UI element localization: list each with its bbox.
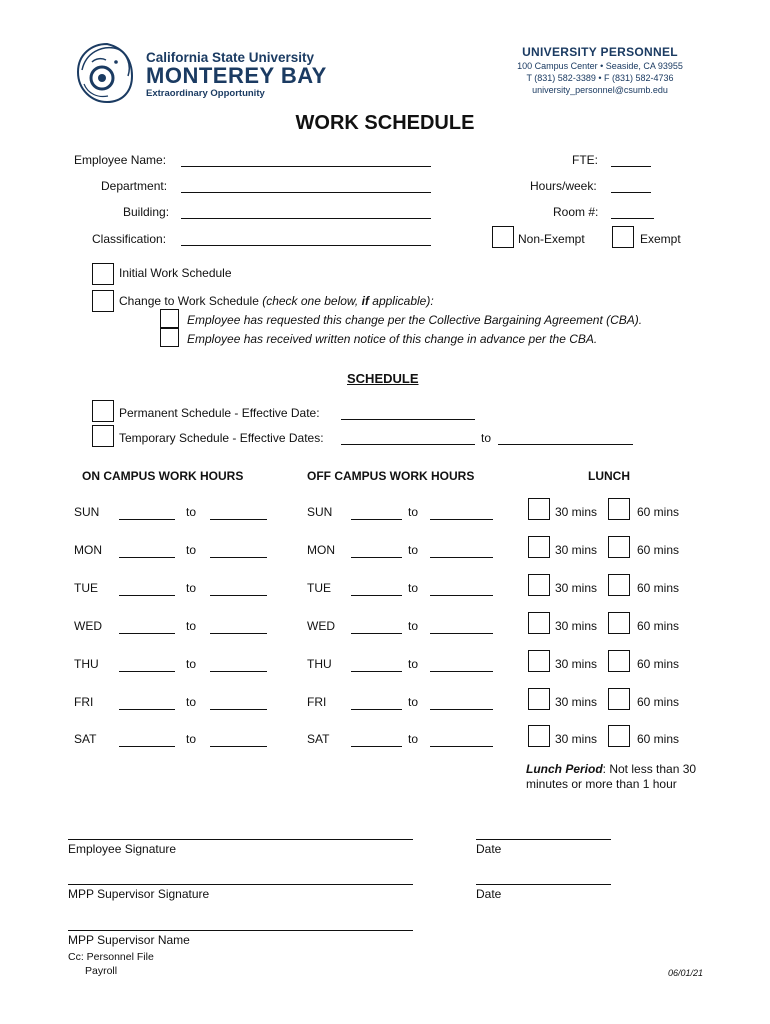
department-title: UNIVERSITY PERSONNEL bbox=[522, 45, 678, 59]
revision-date: 06/01/21 bbox=[668, 968, 704, 978]
department-contact bbox=[500, 45, 700, 95]
change-instruction-b: applicable): bbox=[368, 294, 434, 308]
on-campus-start-mon[interactable] bbox=[119, 543, 175, 558]
on-campus-day-thu: THU bbox=[74, 657, 99, 671]
lunch-30-checkbox-tue[interactable] bbox=[528, 574, 550, 596]
supervisor-signature-label: MPP Supervisor Signature bbox=[68, 887, 210, 901]
lunch-30-checkbox-mon[interactable] bbox=[528, 536, 550, 558]
cba-request-label: Employee has requested this change per the Collective Bargaining Agreement (CBA). bbox=[187, 313, 643, 327]
lunch-30-label-tue: 30 mins bbox=[555, 581, 598, 595]
lunch-30-label-mon: 30 mins bbox=[555, 543, 598, 557]
fte-label: FTE: bbox=[572, 153, 598, 167]
classification-label: Classification: bbox=[92, 232, 167, 246]
lunch-30-label-wed: 30 mins bbox=[555, 619, 598, 633]
off-campus-to-sun: to bbox=[408, 505, 419, 519]
lunch-30-checkbox-fri[interactable] bbox=[528, 688, 550, 710]
university-name-line2: MONTEREY BAY bbox=[146, 63, 327, 88]
permanent-schedule-label: Permanent Schedule - Effective Date: bbox=[119, 406, 320, 420]
supervisor-name-label: MPP Supervisor Name bbox=[68, 933, 190, 947]
off-campus-heading: OFF CAMPUS WORK HOURS bbox=[307, 469, 475, 483]
off-campus-end-sat[interactable] bbox=[430, 732, 493, 747]
university-tagline: Extraordinary Opportunity bbox=[146, 88, 265, 99]
off-campus-start-mon[interactable] bbox=[351, 543, 402, 558]
lunch-60-checkbox-fri[interactable] bbox=[608, 688, 630, 710]
off-campus-to-thu: to bbox=[408, 657, 419, 671]
lunch-60-label-wed: 60 mins bbox=[637, 619, 680, 633]
supervisor-date-line[interactable] bbox=[476, 884, 611, 885]
lunch-60-label-mon: 60 mins bbox=[637, 543, 680, 557]
off-campus-end-mon[interactable] bbox=[430, 543, 493, 558]
supervisor-name-line[interactable] bbox=[68, 930, 413, 931]
lunch-30-label-sat: 30 mins bbox=[555, 732, 598, 746]
off-campus-start-wed[interactable] bbox=[351, 619, 402, 634]
change-schedule-text: Change to Work Schedule bbox=[119, 294, 263, 308]
lunch-30-label-fri: 30 mins bbox=[555, 695, 598, 709]
supervisor-signature-line[interactable] bbox=[68, 884, 413, 885]
off-campus-end-wed[interactable] bbox=[430, 619, 493, 634]
employee-signature-label: Employee Signature bbox=[68, 842, 177, 856]
non-exempt-checkbox[interactable] bbox=[492, 226, 514, 248]
lunch-60-checkbox-sat[interactable] bbox=[608, 725, 630, 747]
on-campus-day-sat: SAT bbox=[74, 732, 97, 746]
page-title: WORK SCHEDULE bbox=[295, 112, 475, 134]
written-notice-label: Employee has received written notice of this change in advance per the CBA. bbox=[187, 332, 598, 346]
employee-signature-line[interactable] bbox=[68, 839, 413, 840]
off-campus-day-tue: TUE bbox=[307, 581, 331, 595]
room-label: Room #: bbox=[553, 205, 599, 219]
lunch-30-checkbox-sun[interactable] bbox=[528, 498, 550, 520]
lunch-30-checkbox-sat[interactable] bbox=[528, 725, 550, 747]
off-campus-start-sun[interactable] bbox=[351, 505, 402, 520]
employee-date-label: Date bbox=[476, 842, 502, 856]
cc-personnel-file: Cc: Personnel File bbox=[68, 951, 154, 963]
change-instruction-if: if bbox=[361, 294, 369, 308]
exempt-label: Exempt bbox=[640, 232, 681, 246]
cba-request-checkbox[interactable] bbox=[160, 309, 179, 328]
on-campus-end-mon[interactable] bbox=[210, 543, 267, 558]
on-campus-to-wed: to bbox=[186, 619, 197, 633]
lunch-30-label-sun: 30 mins bbox=[555, 505, 598, 519]
employee-name-label: Employee Name: bbox=[74, 153, 167, 167]
on-campus-day-sun: SUN bbox=[74, 505, 100, 519]
classification-field[interactable] bbox=[181, 231, 431, 246]
lunch-note-text1: : Not less than 30 bbox=[602, 762, 697, 776]
on-campus-start-wed[interactable] bbox=[119, 619, 175, 634]
off-campus-day-sun: SUN bbox=[307, 505, 333, 519]
on-campus-end-fri[interactable] bbox=[210, 695, 267, 710]
temporary-start-date-field[interactable] bbox=[341, 430, 475, 445]
temporary-schedule-label: Temporary Schedule - Effective Dates: bbox=[119, 431, 324, 445]
temporary-to-label: to bbox=[481, 431, 492, 445]
lunch-60-label-sun: 60 mins bbox=[637, 505, 680, 519]
temporary-end-date-field[interactable] bbox=[498, 430, 633, 445]
change-schedule-label bbox=[119, 294, 434, 308]
temporary-schedule-checkbox[interactable] bbox=[92, 425, 114, 447]
change-instruction-a: (check one below, bbox=[262, 294, 362, 308]
off-campus-day-wed: WED bbox=[307, 619, 335, 633]
schedule-heading: SCHEDULE bbox=[347, 371, 419, 386]
permanent-effective-date-field[interactable] bbox=[341, 405, 475, 420]
lunch-note-line2: minutes or more than 1 hour bbox=[526, 777, 677, 791]
on-campus-end-thu[interactable] bbox=[210, 657, 267, 672]
lunch-60-label-sat: 60 mins bbox=[637, 732, 680, 746]
exempt-checkbox[interactable] bbox=[612, 226, 634, 248]
university-name-line1: California State University bbox=[146, 50, 315, 65]
written-notice-checkbox[interactable] bbox=[160, 328, 179, 347]
off-campus-to-sat: to bbox=[408, 732, 419, 746]
permanent-schedule-checkbox[interactable] bbox=[92, 400, 114, 422]
on-campus-to-sun: to bbox=[186, 505, 197, 519]
off-campus-end-thu[interactable] bbox=[430, 657, 493, 672]
cc-payroll: Payroll bbox=[85, 965, 118, 977]
off-campus-end-tue[interactable] bbox=[430, 581, 493, 596]
off-campus-start-thu[interactable] bbox=[351, 657, 402, 672]
on-campus-end-sat[interactable] bbox=[210, 732, 267, 747]
lunch-60-checkbox-tue[interactable] bbox=[608, 574, 630, 596]
on-campus-day-tue: TUE bbox=[74, 581, 98, 595]
off-campus-day-thu: THU bbox=[307, 657, 332, 671]
building-label: Building: bbox=[123, 205, 170, 219]
on-campus-to-sat: to bbox=[186, 732, 197, 746]
university-logo bbox=[72, 40, 142, 108]
off-campus-start-fri[interactable] bbox=[351, 695, 402, 710]
lunch-60-checkbox-sun[interactable] bbox=[608, 498, 630, 520]
on-campus-to-fri: to bbox=[186, 695, 197, 709]
off-campus-to-wed: to bbox=[408, 619, 419, 633]
department-label: Department: bbox=[101, 179, 168, 193]
room-field[interactable] bbox=[611, 204, 654, 219]
hours-week-label: Hours/week: bbox=[530, 179, 597, 193]
fte-field[interactable] bbox=[611, 152, 651, 167]
initial-schedule-checkbox[interactable] bbox=[92, 263, 114, 285]
lunch-60-checkbox-mon[interactable] bbox=[608, 536, 630, 558]
on-campus-start-sun[interactable] bbox=[119, 505, 175, 520]
department-field[interactable] bbox=[181, 178, 431, 193]
off-campus-end-sun[interactable] bbox=[430, 505, 493, 520]
off-campus-start-tue[interactable] bbox=[351, 581, 402, 596]
lunch-note-label: Lunch Period bbox=[526, 762, 603, 776]
on-campus-start-thu[interactable] bbox=[119, 657, 175, 672]
lunch-30-checkbox-wed[interactable] bbox=[528, 612, 550, 634]
on-campus-day-fri: FRI bbox=[74, 695, 94, 709]
department-address: 100 Campus Center • Seaside, CA 93955 bbox=[517, 61, 683, 71]
lunch-60-checkbox-wed[interactable] bbox=[608, 612, 630, 634]
initial-schedule-label: Initial Work Schedule bbox=[119, 266, 232, 280]
on-campus-to-tue: to bbox=[186, 581, 197, 595]
building-field[interactable] bbox=[181, 204, 431, 219]
employee-name-field[interactable] bbox=[181, 152, 431, 167]
lunch-60-checkbox-thu[interactable] bbox=[608, 650, 630, 672]
lunch-60-label-thu: 60 mins bbox=[637, 657, 680, 671]
department-email: university_personnel@csumb.edu bbox=[532, 85, 668, 95]
on-campus-to-thu: to bbox=[186, 657, 197, 671]
hours-week-field[interactable] bbox=[611, 178, 651, 193]
non-exempt-label: Non-Exempt bbox=[518, 232, 585, 246]
on-campus-end-sun[interactable] bbox=[210, 505, 267, 520]
off-campus-to-fri: to bbox=[408, 695, 419, 709]
off-campus-day-sat: SAT bbox=[307, 732, 330, 746]
lunch-note-line1 bbox=[526, 762, 696, 776]
off-campus-start-sat[interactable] bbox=[351, 732, 402, 747]
lunch-60-label-tue: 60 mins bbox=[637, 581, 680, 595]
on-campus-day-wed: WED bbox=[74, 619, 102, 633]
on-campus-day-mon: MON bbox=[74, 543, 102, 557]
on-campus-end-tue[interactable] bbox=[210, 581, 267, 596]
on-campus-start-tue[interactable] bbox=[119, 581, 175, 596]
off-campus-end-fri[interactable] bbox=[430, 695, 493, 710]
on-campus-to-mon: to bbox=[186, 543, 197, 557]
lunch-heading: LUNCH bbox=[588, 469, 630, 483]
off-campus-to-mon: to bbox=[408, 543, 419, 557]
lunch-30-checkbox-thu[interactable] bbox=[528, 650, 550, 672]
on-campus-start-fri[interactable] bbox=[119, 695, 175, 710]
employee-date-line[interactable] bbox=[476, 839, 611, 840]
off-campus-to-tue: to bbox=[408, 581, 419, 595]
on-campus-heading: ON CAMPUS WORK HOURS bbox=[82, 469, 244, 483]
off-campus-day-mon: MON bbox=[307, 543, 335, 557]
supervisor-date-label: Date bbox=[476, 887, 502, 901]
department-phone: T (831) 582-3389 • F (831) 582-4736 bbox=[526, 73, 674, 83]
lunch-30-label-thu: 30 mins bbox=[555, 657, 598, 671]
lunch-60-label-fri: 60 mins bbox=[637, 695, 680, 709]
off-campus-day-fri: FRI bbox=[307, 695, 327, 709]
change-schedule-checkbox[interactable] bbox=[92, 290, 114, 312]
on-campus-start-sat[interactable] bbox=[119, 732, 175, 747]
on-campus-end-wed[interactable] bbox=[210, 619, 267, 634]
